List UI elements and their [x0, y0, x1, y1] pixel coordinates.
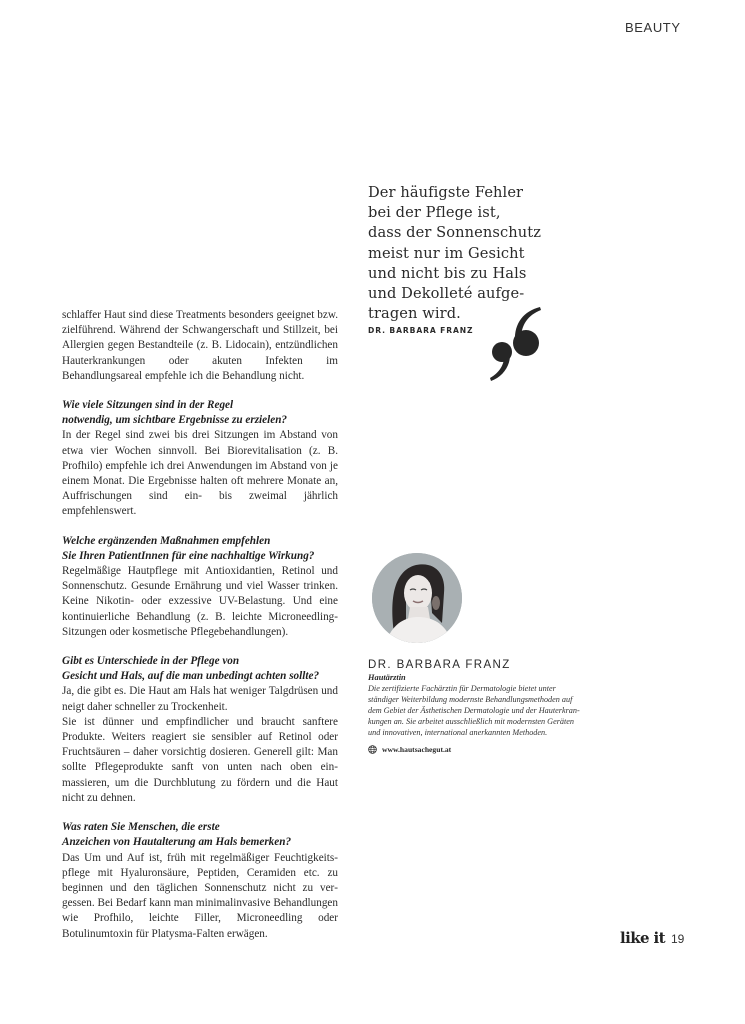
profile-bio [368, 683, 630, 738]
portrait-earring [432, 596, 440, 610]
portrait-illustration [372, 553, 462, 643]
answer-continued: Sie ist dünner und empfindlicher und braucht sanftere Produkte. Weiters reagiert sie sensibler auf Retinol oder Fruchtsäuren – daher vorsichtig dosieren. Generell gilt: Man sollte Pflegeprodukte sanft von unten nach oben einmassieren, um die Durchblutung zu fördern und die Haut nicht zu dehnen. [62, 715, 338, 804]
profile-bio-line: dem Gebiet der Ästhetischen Dermatologie und der Hauterkran- [368, 706, 580, 715]
profile-bio-line: Die zertifizierte Fachärztin für Dermatologie bietet unter [368, 684, 556, 693]
website-link[interactable]: www.hautsachegut.at [382, 745, 452, 754]
page-number: 19 [670, 932, 685, 946]
magazine-brand: like it [620, 929, 665, 947]
profile-bio-line: kungen an. Sie arbeitet ausschließlich mit modernsten Geräten [368, 717, 575, 726]
globe-icon [368, 745, 377, 754]
question-line: Welche ergänzenden Maßnahmen empfehlen [62, 534, 271, 547]
question [62, 534, 338, 564]
pull-quote-line: meist nur im Gesicht [368, 244, 525, 262]
qa-block [62, 398, 338, 520]
portrait-avatar [372, 553, 462, 643]
pull-quote-line: und Dekolleté aufge- [368, 285, 525, 303]
answer: Ja, die gibt es. Die Haut am Hals hat weniger Talgdrüsen und neigt daher schneller zu Trockenheit. [62, 685, 338, 713]
pull-quote-line: dass der Sonnenschutz [368, 224, 541, 242]
article-intro: schlaffer Haut sind diese Treatments besonders geeignet bzw. zielführend. Während der Schwangerschaft und Stillzeit, bei Allergien gegen Bestandteile (z. B. Lidocain), entzündlichen Hauterkrankungen oder akuten Infekten im Behandlungsareal empfehle ich die Behandlung nicht. [62, 309, 338, 382]
question-line: notwendig, um sichtbare Ergebnisse zu erzielen? [62, 414, 288, 427]
pull-quote-line: Der häufigste Fehler [368, 184, 524, 201]
page-footer [620, 929, 684, 947]
question [62, 820, 338, 850]
question-line: Sie Ihren PatientInnen für eine nachhaltige Wirkung? [62, 549, 315, 562]
question [62, 398, 338, 428]
article-column [62, 308, 338, 942]
answer: In der Regel sind zwei bis drei Sitzungen im Abstand von etwa vier Wochen sinnvoll. Bei Biorevitalisation (z. B. Profhilo) empfehle ich drei Anwendungen im Abstand von je einem Monat. Die Ergebnisse halten oft mehrere Monate an, Auffrischungen sind ein- bis zweimal jährlich empfehlenswert. [62, 429, 338, 518]
question-line: Wie viele Sitzungen sind in der Regel [62, 399, 234, 412]
profile-role: Hautärztin [368, 673, 406, 682]
profile-website[interactable] [368, 745, 728, 754]
author-profile [368, 658, 728, 754]
pull-quote [368, 183, 558, 324]
answer: Das Um und Auf ist, früh mit regelmäßiger Feuchtigkeitspflege mit Hyaluronsäure, Peptiden, Ceramiden etc. zu beginnen und den täglichen Sonnenschutz nicht zu vergessen. Bei Bedarf kann man minimalinvasive Behandlungen wie Profhilo, leichte Filler, Microneedling oder Botulinumtoxin für Platysma-Falten erwägen. [62, 851, 338, 940]
pull-quote-line: und nicht bis zu Hals [368, 264, 527, 282]
quote-mark-icon [486, 305, 546, 385]
question-line: Gesicht und Hals, auf die man unbedingt achten sollte? [62, 670, 320, 683]
question-line: Anzeichen von Hautalterung am Hals bemerken? [62, 836, 292, 849]
qa-block [62, 820, 338, 942]
profile-name: DR. BARBARA FRANZ [368, 659, 511, 671]
section-label: BEAUTY [625, 20, 681, 35]
portrait-face [404, 575, 432, 611]
question-line: Was raten Sie Menschen, die erste [62, 821, 220, 834]
pull-quote-line: bei der Pflege ist, [368, 204, 501, 222]
answer: Regelmäßige Hautpflege mit Antioxidantien, Retinol und Sonnenschutz. Gesunde Ernährung und viel Wasser trinken. Keine Nikotin- oder exzessive UV-Belastung. Und eine kontinuierliche Behandlung (z. B. leichte Microneedling-Sitzungen oder kosmetische Pflegebehandlungen). [62, 565, 338, 638]
pull-quote-line: tragen wird. [368, 305, 461, 323]
question-line: Gibt es Unterschiede in der Pflege von [62, 655, 240, 668]
question [62, 654, 338, 684]
pull-quote-author: DR. BARBARA FRANZ [368, 326, 474, 335]
profile-bio-line: ständiger Weiterbildung modernste Behandlungsmethoden auf [368, 695, 573, 704]
qa-block [62, 534, 338, 640]
qa-block [62, 654, 338, 806]
profile-bio-line: und innovativen, international anerkannten Methoden. [368, 728, 548, 737]
